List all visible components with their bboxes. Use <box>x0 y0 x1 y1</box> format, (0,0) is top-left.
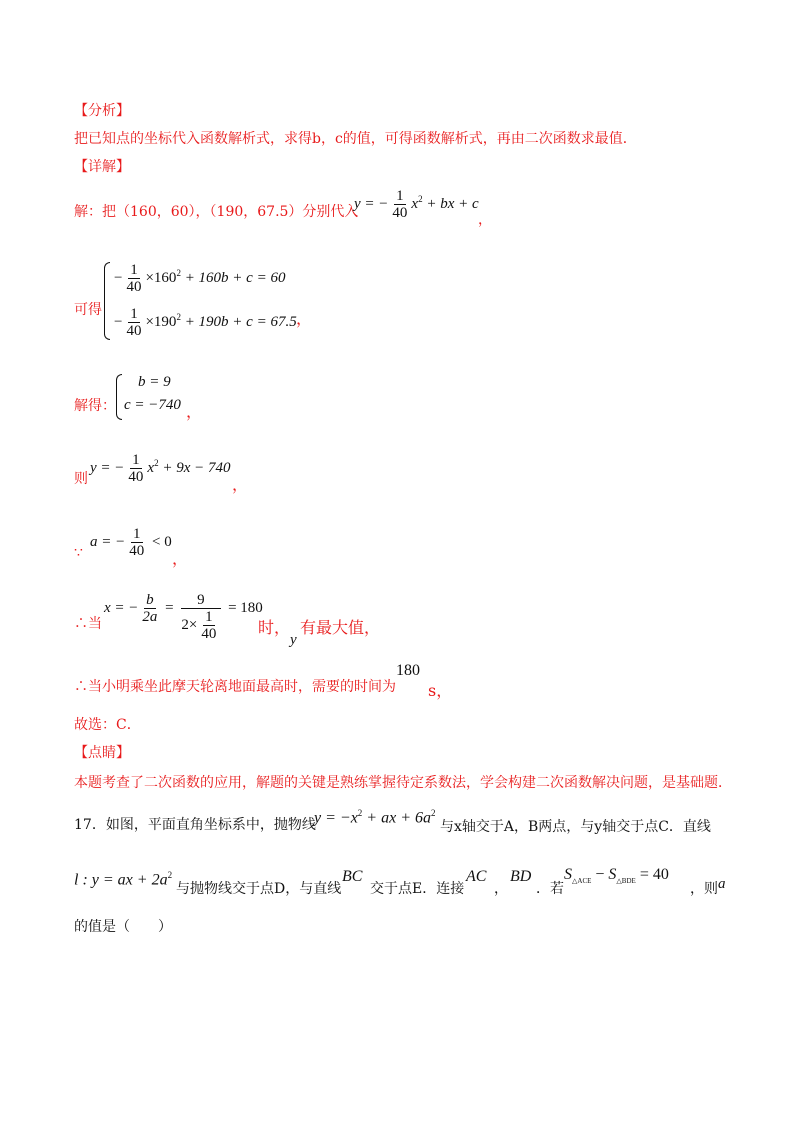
value-180: 180 <box>396 662 420 679</box>
system-eq-2: − $\frac{1}{40}$ $\times 190^2 + 190b + c = 67.5$ <box>114 306 297 339</box>
q17-BD: BD <box>510 868 532 885</box>
frac-2a: 2a <box>142 609 158 625</box>
sys1-rest: ×160 <box>145 269 177 286</box>
frac-9: 9 <box>181 592 221 609</box>
eq-y-lhs: y = − <box>354 195 389 212</box>
frac-compound-den <box>179 609 222 642</box>
frac-den: 40 <box>129 543 145 559</box>
a-negative <box>90 526 172 559</box>
frac-num: 1 <box>130 306 138 322</box>
choose-answer: 故选：C． <box>74 717 141 733</box>
q17-connect: 交于点E．连接 <box>370 881 465 897</box>
has-max: 有最大值， <box>300 618 381 637</box>
q17-area-equation <box>564 866 669 885</box>
sys2-tail: + 190b + c = 67.5 <box>180 313 297 330</box>
system-eq-1: − $\frac{1}{40}$ $\times 160^2 + 160b + c = 60$ <box>114 262 286 295</box>
frac-num: 1 <box>205 609 213 625</box>
therefore-when: ∴当 <box>74 616 102 632</box>
q17-line-text: 与抛物线交于点D，与直线 <box>176 881 342 897</box>
sup-2: 2 <box>154 457 159 468</box>
system-brace <box>104 262 110 340</box>
frac-den: 40 <box>201 626 217 642</box>
eq-180: = 180 <box>224 599 263 616</box>
sup-2: 2 <box>357 808 363 818</box>
q17-parabola-lhs: y = −x <box>314 809 358 827</box>
den-2x: 2× <box>181 616 198 633</box>
equation-y <box>354 188 479 221</box>
a-rhs: < 0 <box>148 533 172 550</box>
sup-2: 2 <box>167 870 173 880</box>
q17-if: ．若 <box>536 881 564 897</box>
q17-line-l <box>74 870 172 889</box>
a-lhs: a = − <box>90 533 126 550</box>
q17-S2: S <box>608 866 617 883</box>
q17-parabola-rhs: + ax + 6a <box>362 809 431 827</box>
frac-num: 1 <box>130 262 138 278</box>
sup-2: 2 <box>418 193 423 204</box>
q17-comma: ， <box>494 881 508 897</box>
solution-c: c = −740 <box>124 397 181 413</box>
solution-brace <box>116 374 122 420</box>
analysis-heading: 【分析】 <box>74 103 130 119</box>
eq-y-rhs: + bx + c <box>422 195 479 212</box>
comment-text: 本题考查了二次函数的应用，解题的关键是熟练掌握待定系数法，学会构建二次函数解决问题，是基础题． <box>74 775 732 791</box>
comment-heading: 【点睛】 <box>74 745 130 761</box>
detail-heading: 【详解】 <box>74 159 130 175</box>
q17-minus: − <box>591 866 609 883</box>
q17-line-eq: l : y = ax + 2a <box>74 871 168 889</box>
solved-label: 解得： <box>74 398 116 414</box>
solve-intro-text: 解：把（160，60），（190，67.5）分别代入 <box>74 204 359 220</box>
final-function: y = − $\frac{1}{40}$ $x^2 + 9x - 740$ <box>90 452 231 485</box>
frac-den: 40 <box>126 323 142 339</box>
q17-then: ，则 <box>690 881 718 897</box>
comma-2: ， <box>296 309 313 328</box>
frac-den: 40 <box>128 469 144 485</box>
unit-s: s， <box>428 681 453 700</box>
sys2-rest: ×190 <box>145 313 177 330</box>
var-y: y <box>290 632 297 648</box>
can-get-label: 可得 <box>74 302 102 318</box>
q17-S1: S <box>564 866 572 883</box>
q17-intersect: 与x轴交于A，B两点，与y轴交于点C．直线 <box>440 819 711 835</box>
sup-2: 2 <box>176 311 181 322</box>
frac-num: 1 <box>132 452 140 468</box>
eq-y-x: x <box>411 195 419 212</box>
q17-question: 的值是（ ） <box>74 919 172 935</box>
then-label: 则 <box>74 471 88 487</box>
q17-S2-sub: △BDE <box>616 877 636 886</box>
frac-num: 1 <box>133 526 141 542</box>
q17-eq40: = 40 <box>635 866 669 883</box>
q17-parabola <box>314 808 436 827</box>
frac-den: 40 <box>126 279 142 295</box>
when-label: 时， <box>258 618 291 637</box>
q17-intro: 17．如图，平面直角坐标系中，抛物线 <box>74 817 316 833</box>
sys1-tail: + 160b + c = 60 <box>180 269 286 286</box>
q17-AC: AC <box>466 868 487 885</box>
frac-b: b <box>146 592 154 608</box>
q17-a-var: a <box>718 876 726 892</box>
final-rhs: + 9x − 740 <box>158 459 231 476</box>
comma-3: ， <box>186 402 203 421</box>
vertex-x-equation: x = − $\frac{b}{2a}$ = 9 2× $\frac{1}{40}$ = 180 <box>104 592 263 642</box>
comma-1: ， <box>478 212 492 228</box>
comma-4: ， <box>232 475 249 494</box>
solution-b: b = 9 <box>138 374 171 390</box>
because-symbol: ∵ <box>74 545 83 561</box>
conclusion-text: ∴当小明乘坐此摩天轮离地面最高时，需要的时间为 <box>74 679 396 695</box>
x-lhs: x = − <box>104 599 139 616</box>
q17-S1-sub: △ACE <box>572 877 592 886</box>
analysis-text: 把已知点的坐标代入函数解析式，求得b，c的值，可得函数解析式，再由二次函数求最值． <box>74 131 637 147</box>
q17-BC: BC <box>342 868 363 885</box>
comma-5: ， <box>172 549 189 568</box>
sup-2: 2 <box>431 808 436 818</box>
frac-den: 40 <box>392 205 408 221</box>
frac-num: 1 <box>396 188 404 204</box>
sup-2: 2 <box>176 267 181 278</box>
solve-intro <box>74 203 358 221</box>
